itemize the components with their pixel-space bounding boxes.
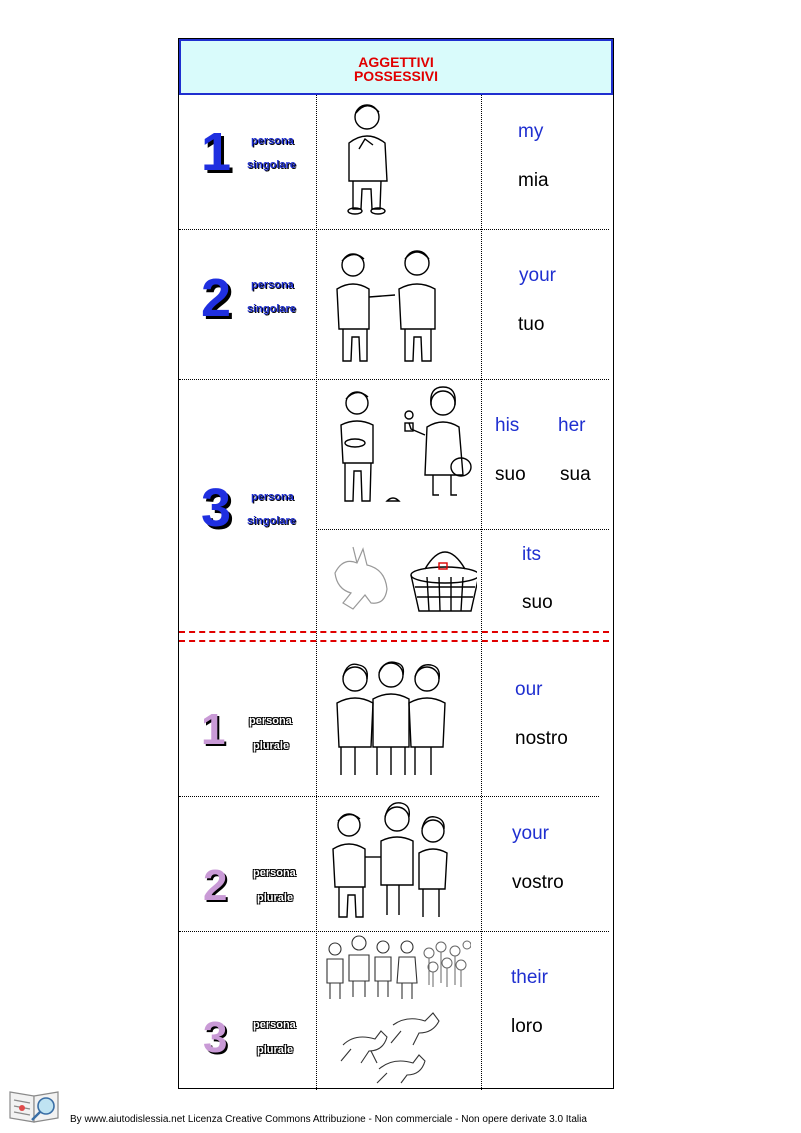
rabbit-and-basket-picture: [327, 539, 477, 617]
italian-tuo: tuo: [518, 314, 545, 335]
english-their: their: [511, 967, 548, 988]
label-persona: persona: [251, 135, 294, 147]
english-her: her: [558, 415, 586, 436]
crowd-lollipops-horses-picture: [321, 933, 471, 1085]
label-plurale: plurale: [253, 740, 290, 752]
number-2-singular: 2: [201, 268, 232, 328]
boy-and-girl-picture: [327, 383, 475, 507]
label-singolare: singolare: [247, 303, 296, 315]
label-singolare: singolare: [247, 515, 296, 527]
label-persona: persona: [251, 491, 294, 503]
label-plurale: plurale: [257, 1044, 294, 1056]
number-2-plural: 2: [203, 861, 228, 910]
number-3-singular: 3: [201, 478, 232, 538]
number-3-plural: 3: [203, 1013, 228, 1062]
label-persona: persona: [249, 715, 292, 727]
italian-vostro: vostro: [512, 872, 564, 893]
english-my: my: [518, 121, 544, 142]
row-divider: [179, 229, 609, 230]
english-your-plural: your: [512, 823, 549, 844]
english-its: its: [522, 544, 541, 565]
row-divider: [316, 529, 609, 530]
label-persona: persona: [251, 279, 294, 291]
row-divider: [179, 379, 609, 380]
boy-pointing-self-picture: [329, 99, 409, 219]
italian-loro: loro: [511, 1016, 543, 1037]
italian-sua: sua: [560, 464, 591, 485]
label-persona: persona: [253, 1019, 296, 1031]
italian-its-suo: suo: [522, 592, 553, 613]
column-divider: [481, 95, 482, 1090]
italian-mia: mia: [518, 170, 549, 191]
italian-suo: suo: [495, 464, 526, 485]
title-line-1: AGGETTIVI: [358, 54, 434, 70]
license-footer: By www.aiutodislessia.net Licenza Creative Commons Attribuzione - Non commerciale - Non opere derivate 3.0 Italia: [70, 1114, 587, 1125]
book-magnifier-logo: [6, 1084, 64, 1126]
english-your: your: [519, 265, 556, 286]
boy-pointing-friend-picture: [325, 243, 455, 369]
label-plurale: plurale: [257, 892, 294, 904]
label-persona: persona: [253, 867, 296, 879]
english-his: his: [495, 415, 520, 436]
handshake-group-picture: [325, 799, 455, 923]
possessive-adjectives-sheet: [178, 38, 614, 1089]
label-singolare: singolare: [247, 159, 296, 171]
three-friends-picture: [329, 657, 455, 783]
title-box: [179, 39, 613, 95]
number-1-singular: 1: [201, 122, 232, 182]
italian-nostro: nostro: [515, 728, 568, 749]
row-divider: [179, 931, 609, 932]
column-divider: [316, 95, 317, 1090]
title-line-2: POSSESSIVI: [353, 68, 439, 84]
number-1-plural: 1: [201, 705, 226, 754]
english-our: our: [515, 679, 543, 700]
singular-plural-separator: [179, 631, 609, 642]
row-divider: [179, 796, 599, 797]
